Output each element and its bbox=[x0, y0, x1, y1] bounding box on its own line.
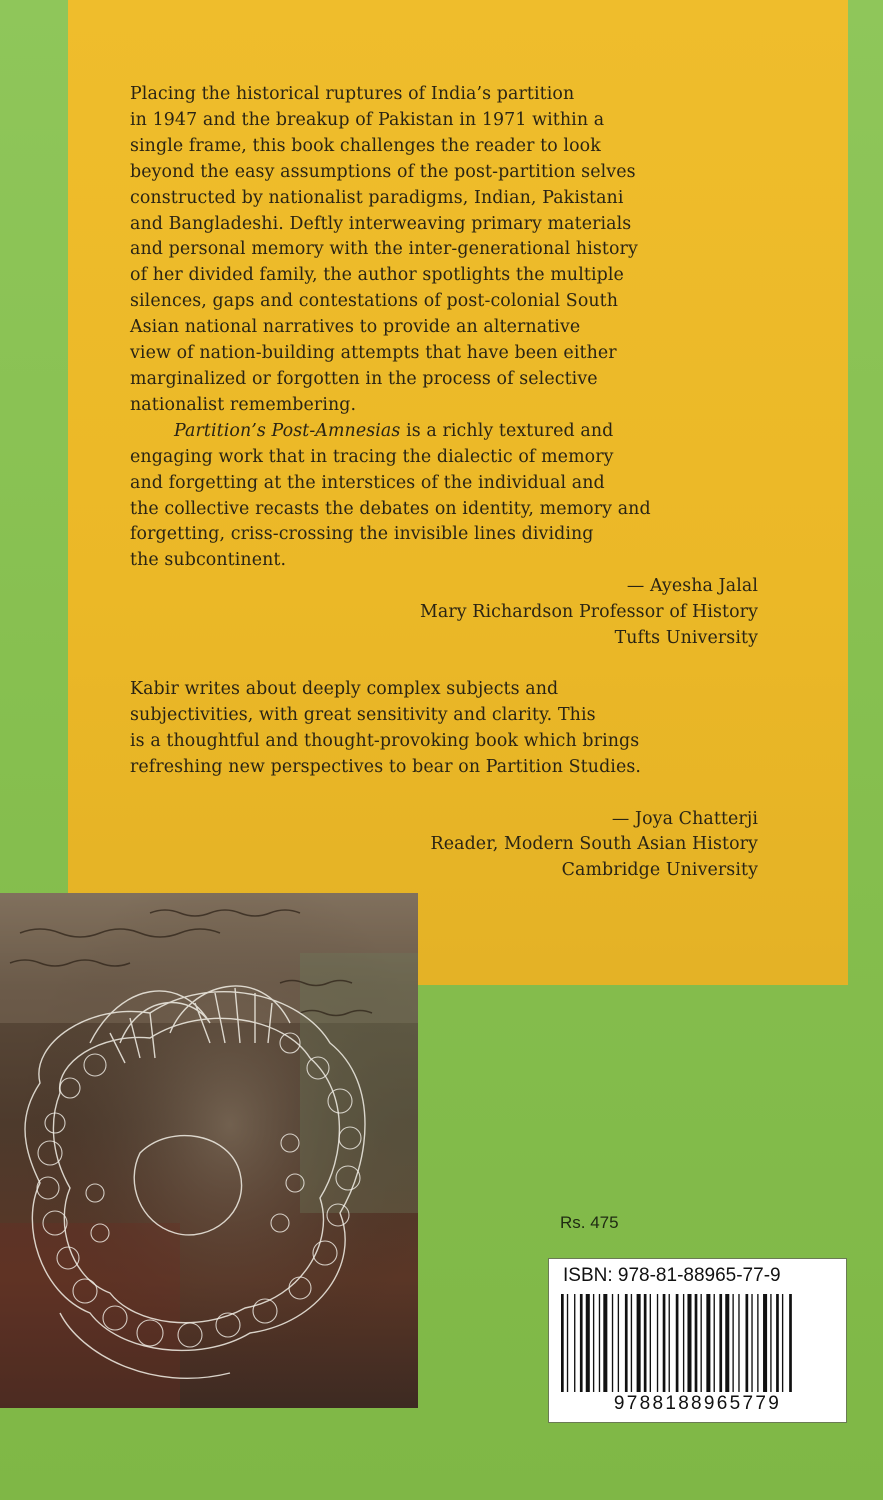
text-line: the collective recasts the debates on identity, memory and bbox=[130, 498, 651, 519]
text-line bbox=[130, 419, 830, 445]
barcode-bar bbox=[695, 1294, 698, 1392]
blurb-paragraph-1 bbox=[130, 82, 830, 419]
barcode-bar bbox=[782, 1294, 783, 1392]
text-line: constructed by nationalist paradigms, Indian, Pakistani bbox=[130, 187, 624, 208]
barcode-bar bbox=[631, 1294, 632, 1392]
text-line: silences, gaps and contestations of post-colonial South bbox=[130, 291, 619, 312]
cover-artwork bbox=[0, 893, 418, 1408]
text-line: the subcontinent. bbox=[130, 550, 287, 571]
artwork-illustration bbox=[0, 893, 418, 1408]
barcode-bar bbox=[612, 1294, 613, 1392]
text-line: view of nation-building attempts that have been either bbox=[130, 343, 617, 364]
text-line: is a thoughtful and thought-provoking book which brings bbox=[130, 730, 640, 751]
barcode-bar bbox=[763, 1294, 767, 1392]
barcode-bar bbox=[586, 1294, 590, 1392]
barcode-bar bbox=[669, 1294, 670, 1392]
barcode-bar bbox=[603, 1294, 607, 1392]
spacer bbox=[130, 781, 830, 807]
attribution-org: Cambridge University bbox=[561, 860, 758, 881]
barcode-bar bbox=[746, 1294, 749, 1392]
barcode-bar bbox=[789, 1294, 792, 1392]
barcode-bar bbox=[714, 1294, 715, 1392]
barcode-bar bbox=[751, 1294, 752, 1392]
barcode-bar bbox=[637, 1294, 641, 1392]
barcode-bar bbox=[701, 1294, 702, 1392]
barcode-digits: 9788188965779 bbox=[613, 1393, 782, 1414]
barcode-bar bbox=[725, 1294, 729, 1392]
attribution-title: Reader, Modern South Asian History bbox=[430, 834, 758, 855]
barcode-bar bbox=[683, 1294, 684, 1392]
isbn-barcode bbox=[548, 1258, 847, 1423]
barcode-bars bbox=[561, 1294, 833, 1392]
barcode-bar bbox=[770, 1294, 771, 1392]
barcode-bar bbox=[567, 1294, 568, 1392]
attribution-name: — Joya Chatterji bbox=[611, 808, 758, 829]
barcode-bar bbox=[719, 1294, 722, 1392]
text-line: Asian national narratives to provide an alternative bbox=[130, 317, 581, 338]
barcode-bar bbox=[599, 1294, 600, 1392]
text-line: and personal memory with the inter-generational history bbox=[130, 239, 638, 260]
barcode-bar bbox=[732, 1294, 733, 1392]
barcode-bar bbox=[644, 1294, 647, 1392]
barcode-bar bbox=[676, 1294, 679, 1392]
barcode-bar bbox=[687, 1294, 691, 1392]
spacer bbox=[130, 652, 830, 677]
text-fragment: is a richly textured and bbox=[400, 420, 614, 441]
barcode-bar bbox=[757, 1294, 758, 1392]
text-line: in 1947 and the breakup of Pakistan in 1971 within a bbox=[130, 109, 605, 130]
text-line: beyond the easy assumptions of the post-partition selves bbox=[130, 161, 636, 182]
book-title: Partition’s Post-Amnesias bbox=[174, 420, 401, 441]
barcode-bar bbox=[593, 1294, 594, 1392]
attribution-org: Tufts University bbox=[614, 628, 758, 649]
text-line: refreshing new perspectives to bear on Partition Studies. bbox=[130, 756, 642, 777]
barcode-bar bbox=[663, 1294, 666, 1392]
text-line: marginalized or forgotten in the process of selective bbox=[130, 368, 598, 389]
barcode-bar bbox=[561, 1294, 564, 1392]
barcode-bar bbox=[580, 1294, 583, 1392]
text-line: and forgetting at the interstices of the individual and bbox=[130, 472, 605, 493]
text-line: engaging work that in tracing the dialectic of memory bbox=[130, 446, 614, 467]
barcode-bar bbox=[657, 1294, 658, 1392]
attribution-title: Mary Richardson Professor of History bbox=[419, 602, 758, 623]
text-line: nationalist remembering. bbox=[130, 394, 357, 415]
text-line: Placing the historical ruptures of India’s partition bbox=[130, 84, 575, 104]
text-line: and Bangladeshi. Deftly interweaving primary materials bbox=[130, 213, 632, 234]
isbn-label: ISBN: 978-81-88965-77-9 bbox=[563, 1265, 781, 1286]
barcode-bar bbox=[650, 1294, 651, 1392]
barcode-bar bbox=[574, 1294, 575, 1392]
back-cover-blurb bbox=[130, 82, 830, 884]
blurb-paragraph-3 bbox=[130, 677, 830, 781]
text-line: of her divided family, the author spotlights the multiple bbox=[130, 265, 624, 286]
barcode-bar bbox=[618, 1294, 619, 1392]
text-line: Kabir writes about deeply complex subjects and bbox=[130, 678, 559, 699]
price-label: Rs. 475 bbox=[560, 1213, 619, 1232]
attribution-jalal bbox=[130, 574, 758, 652]
text-line: single frame, this book challenges the reader to look bbox=[130, 135, 601, 156]
attribution-chatterji bbox=[130, 807, 758, 885]
barcode-bar bbox=[738, 1294, 739, 1392]
attribution-name: — Ayesha Jalal bbox=[626, 576, 758, 597]
text-line: subjectivities, with great sensitivity and clarity. This bbox=[130, 704, 596, 725]
barcode-bar bbox=[625, 1294, 628, 1392]
quote-panel bbox=[68, 0, 848, 985]
blurb-paragraph-2 bbox=[130, 419, 830, 574]
barcode-bar bbox=[776, 1294, 779, 1392]
barcode-bar bbox=[706, 1294, 710, 1392]
text-line: forgetting, criss-crossing the invisible lines dividing bbox=[130, 524, 594, 545]
